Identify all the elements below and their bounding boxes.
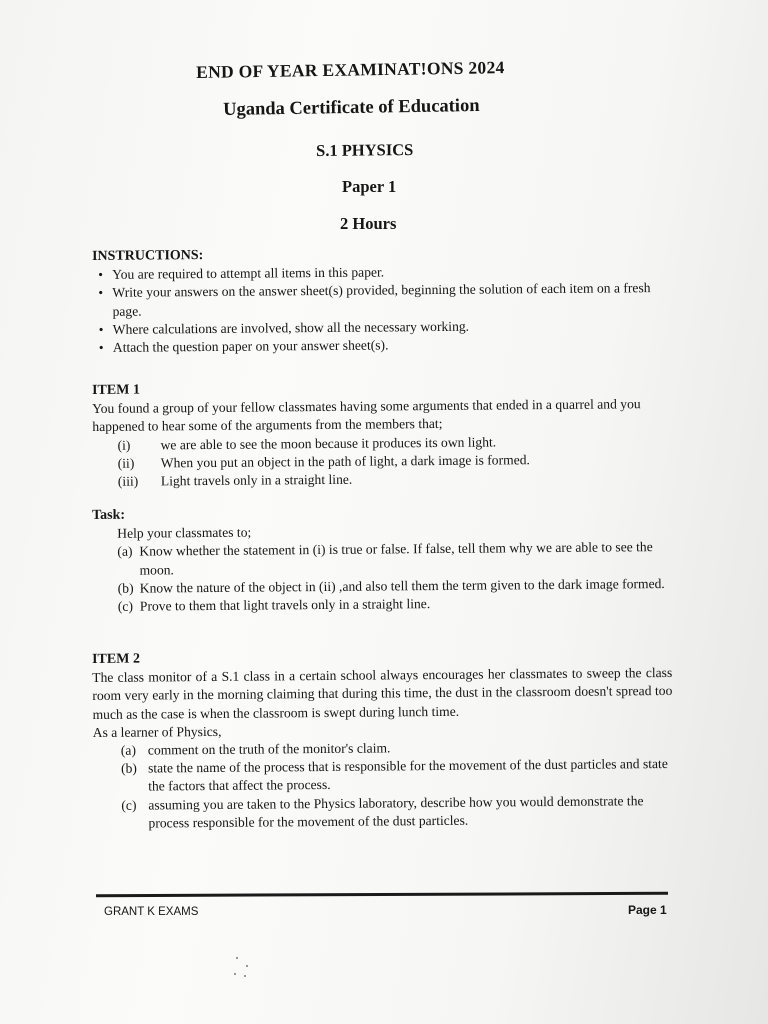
instructions-section: [92, 243, 673, 357]
task-intro: Help your classmates to;: [117, 524, 252, 541]
item2-task: [93, 755, 673, 796]
item1-heading: ITEM 1: [92, 382, 140, 398]
instruction-item: • You are required to attempt all items in this paper.: [92, 261, 672, 284]
instructions-heading: INSTRUCTIONS:: [92, 248, 204, 264]
task-label: (b): [117, 580, 134, 596]
statement-text: Light travels only in a straight line.: [160, 471, 353, 489]
item2-task: [93, 792, 673, 833]
scan-specks: [232, 955, 262, 985]
task-label: (b): [120, 760, 137, 776]
task-text: Know the nature of the object in (ii) ,and also tell them the term given to the dark image formed.: [139, 575, 665, 596]
statement-number: (iii): [117, 473, 139, 489]
item2-learner: As a learner of Physics,: [92, 723, 222, 740]
exam-title: END OF YEAR EXAMINAT!ONS 2024: [196, 57, 505, 82]
instruction-item: • Attach the question paper on your answer sheet(s).: [93, 334, 673, 357]
item2-heading: ITEM 2: [92, 651, 140, 667]
certificate-title: Uganda Certificate of Education: [223, 95, 480, 120]
task-label: (a): [117, 544, 133, 560]
speck: [234, 973, 236, 975]
paper-label: Paper 1: [342, 177, 397, 196]
task-label: (c): [121, 797, 137, 813]
statement-text: we are able to see the moon because it produces its own light.: [160, 434, 497, 453]
item2-section: [92, 646, 674, 833]
speck: [236, 957, 238, 959]
item1-intro: You found a group of your fellow classmates having some arguments that ended in a quarrel and you happened to hear some of the arguments from the members that;: [92, 396, 641, 435]
instruction-item: • Where calculations are involved, show all the necessary working.: [93, 316, 673, 339]
task-text: Prove to them that light travels only in a straight line.: [139, 596, 431, 614]
statement-number: (ii): [117, 455, 135, 471]
task-heading: Task:: [92, 507, 126, 523]
task-item: [93, 593, 673, 616]
instruction-item: • Write your answers on the answer sheet(s) provided, beginning the solution of each item on a fresh page.: [92, 279, 672, 320]
task-label: (c): [117, 598, 134, 614]
item2-intro: The class monitor of a S.1 class in a certain school always encourages her classmates to sweep the class room very early in the morning claiming that during this time, the dust in the classroom doesn't spread too much as the case is when the classroom is swept during lunch time.: [92, 665, 673, 722]
speck: [246, 965, 248, 967]
speck: [244, 975, 246, 977]
task-text: assuming you are taken to the Physics laboratory, describe how you would demonstrate the process responsible for the movement of the dust particles.: [148, 792, 644, 831]
item1-task-section: [92, 502, 673, 616]
footer-publisher: GRANT K EXAMS: [104, 906, 199, 918]
subject-title: S.1 PHYSICS: [316, 139, 414, 160]
task-text: state the name of the process that is responsible for the movement of the dust particles and state the factors that affect the process.: [147, 756, 668, 794]
footer-page-number: Page 1: [628, 903, 667, 917]
statement-text: When you put an object in the path of light, a dark image is formed.: [160, 451, 530, 471]
item1-section: [92, 377, 673, 491]
task-item: [92, 538, 672, 579]
duration-label: 2 Hours: [340, 214, 397, 233]
task-label: (a): [120, 742, 137, 758]
statement-number: (i): [117, 437, 131, 453]
task-text: comment on the truth of the monitor's claim.: [147, 740, 391, 758]
footer-rule: [96, 892, 668, 897]
task-text: Know whether the statement in (i) is true or false. If false, tell them why we are able to see the moon.: [139, 539, 653, 578]
statement-row: [93, 468, 673, 491]
